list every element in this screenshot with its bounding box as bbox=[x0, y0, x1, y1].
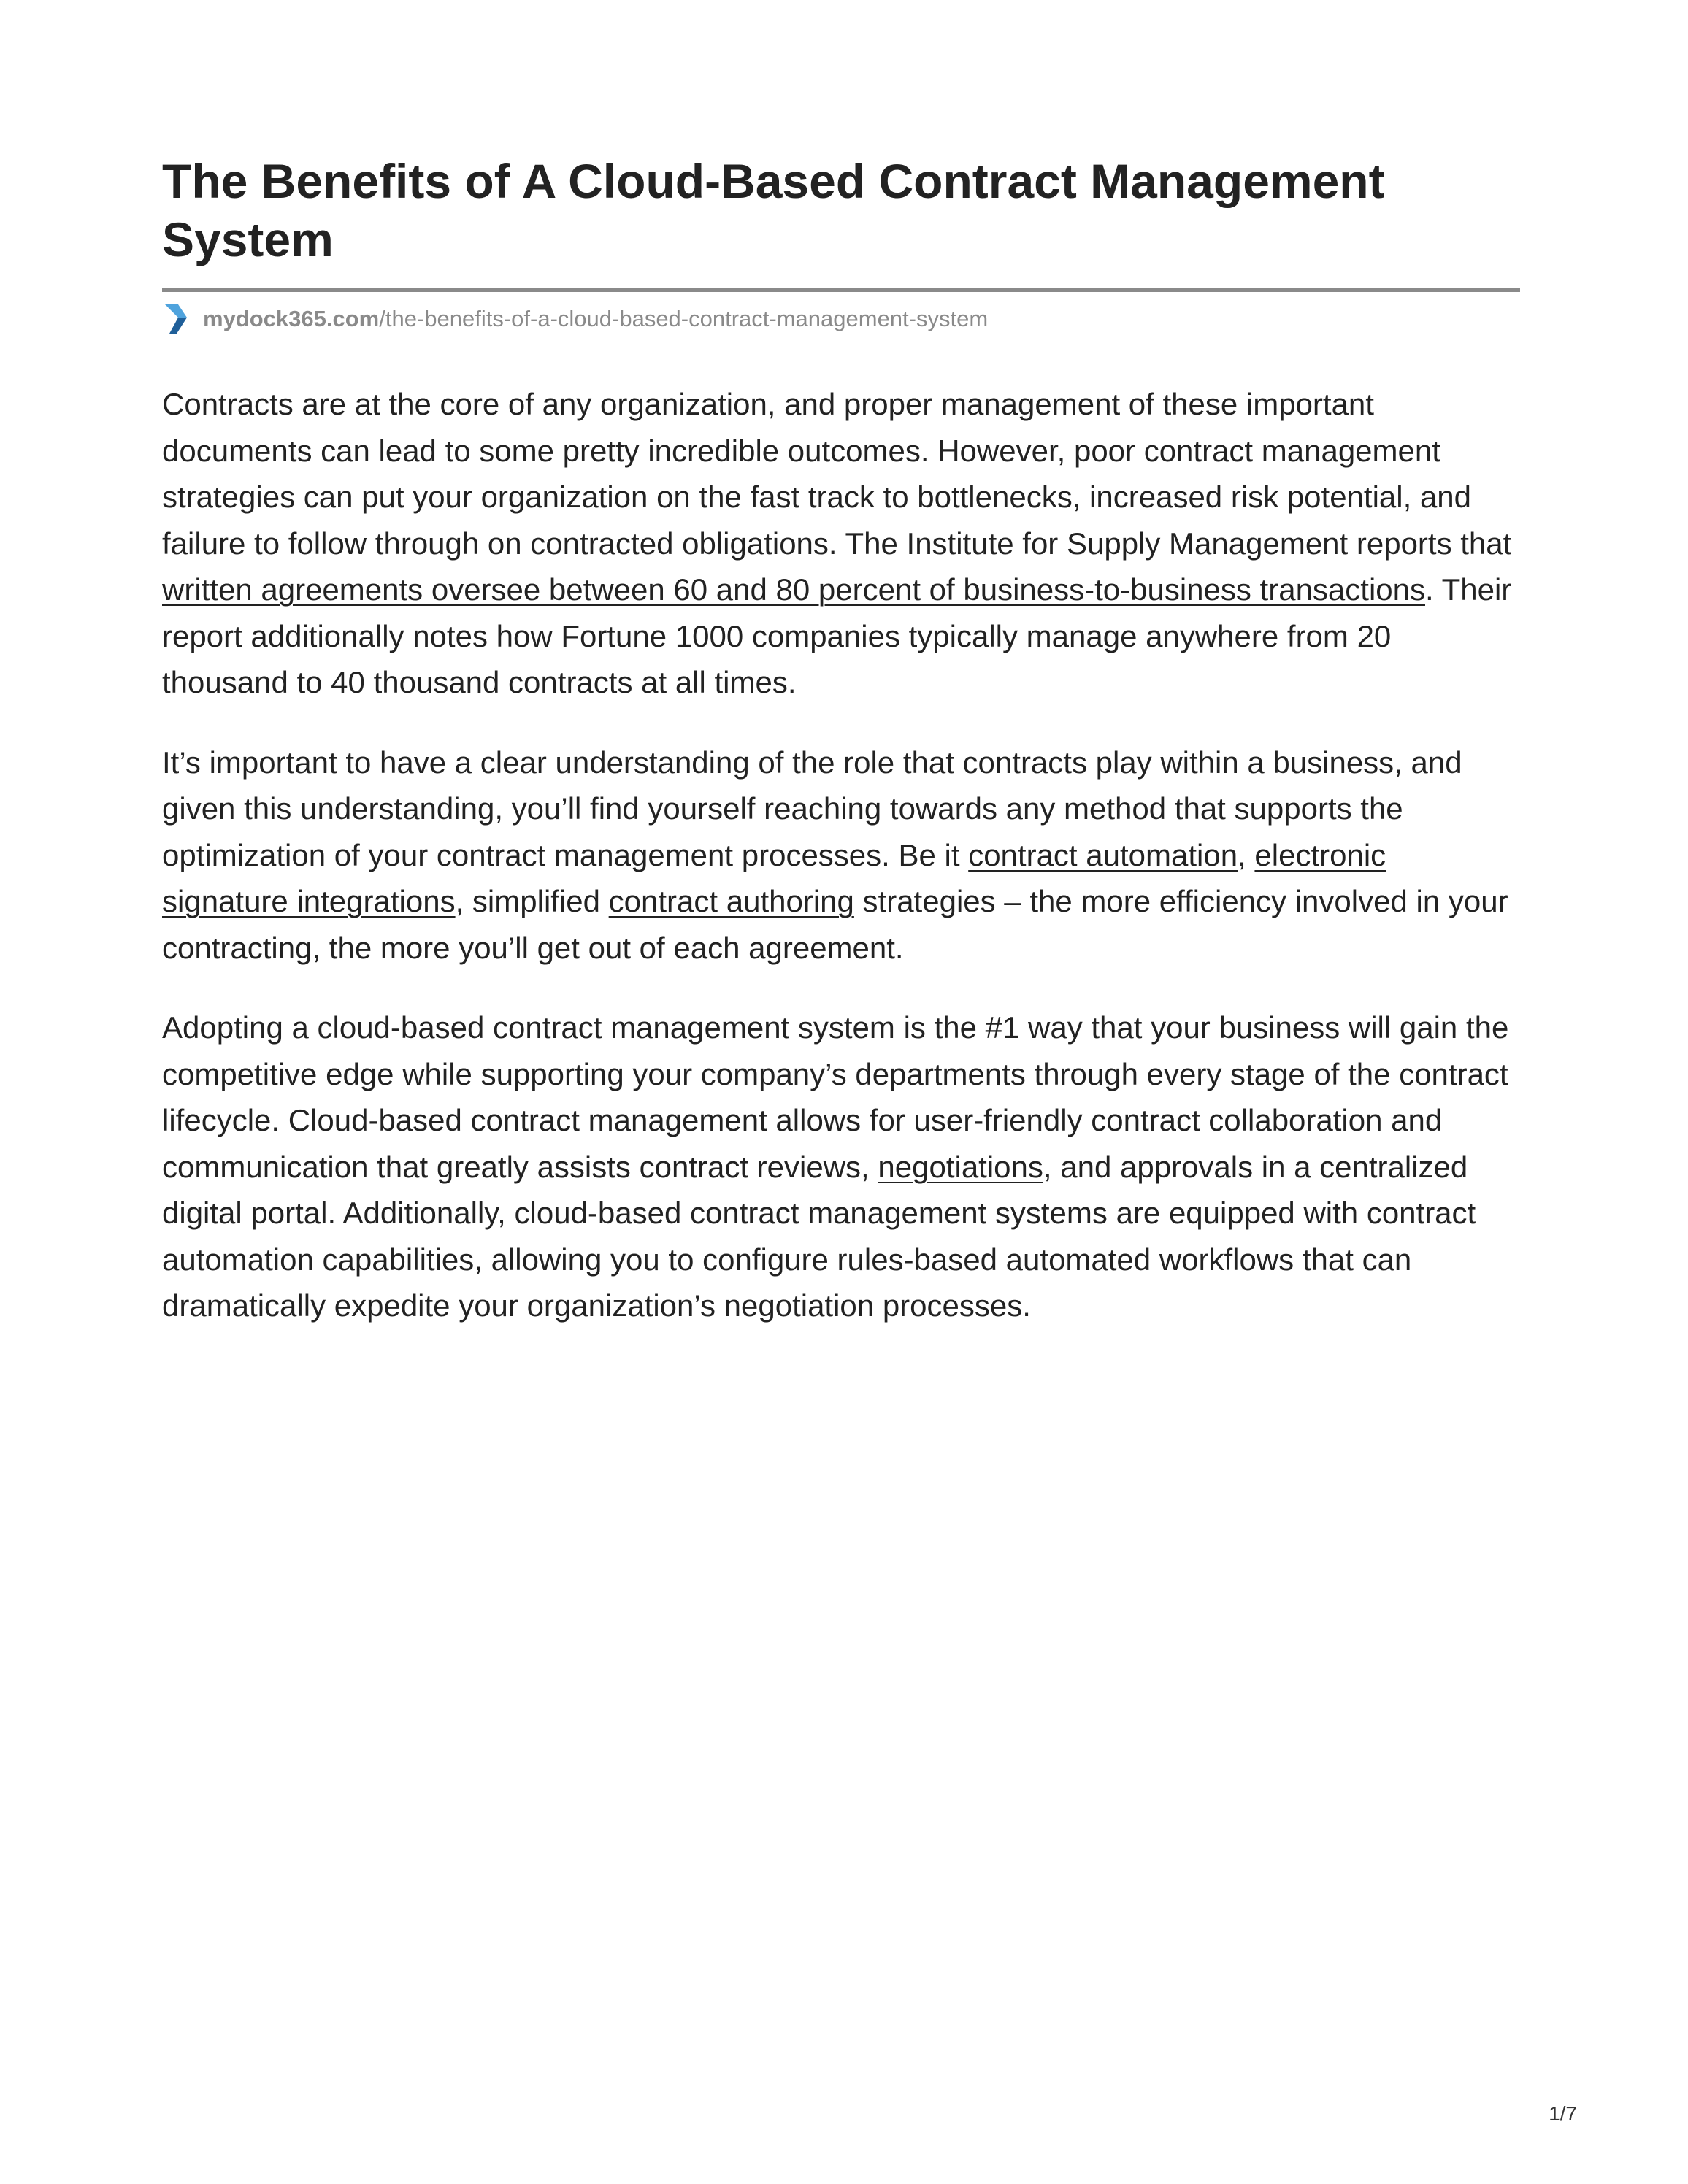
paragraph-2-text-2: , bbox=[1238, 837, 1255, 872]
paragraph-2-text-1: It’s important to have a clear understanding of the role that contracts play within a business, and given this understanding, you’ll find yourself reaching towards any method that supports the optimization of your contract management processes. Be it bbox=[162, 745, 1462, 872]
link-contract-authoring[interactable]: contract authoring bbox=[608, 884, 854, 918]
paragraph-2 bbox=[162, 739, 1520, 972]
article-body bbox=[162, 381, 1520, 1329]
link-contract-automation[interactable]: contract automation bbox=[968, 837, 1238, 872]
paragraph-3-text-1: Adopting a cloud-based contract management system is the #1 way that your business will gain the competitive edge while supporting your company’s departments through every stage of the contract lifecycle. Cloud-based contract management allows for user-friendly contract collaboration and communication that greatly assists contract reviews, bbox=[162, 1010, 1509, 1184]
paragraph-2-text-4: strategies – the more efficiency involved in your contracting, the more you’ll get out of each agreement. bbox=[162, 884, 1508, 965]
paragraph-2-text-3: , simplified bbox=[455, 884, 609, 918]
paragraph-1-text-1: Contracts are at the core of any organization, and proper management of these important documents can lead to some pretty incredible outcomes. However, poor contract management strategies can put your organization on the fast track to bottlenecks, increased risk potential, and failure to follow through on contracted obligations. The Institute for Supply Management reports that bbox=[162, 387, 1512, 561]
paragraph-1-text-2: . Their report additionally notes how Fortune 1000 companies typically manage anywhere from 20 thousand to 40 thousand contracts at all times. bbox=[162, 572, 1512, 699]
source-domain: mydock365.com bbox=[203, 306, 380, 331]
mydock365-logo-icon bbox=[162, 303, 191, 335]
source-path: /the-benefits-of-a-cloud-based-contract-management-system bbox=[379, 306, 989, 331]
paragraph-3 bbox=[162, 1004, 1520, 1329]
page-number: 1/7 bbox=[1549, 2102, 1577, 2125]
source-line bbox=[162, 302, 1520, 336]
link-negotiations[interactable]: negotiations bbox=[878, 1149, 1043, 1184]
link-electronic-signature-integrations[interactable]: electronic signature integrations bbox=[162, 837, 1386, 918]
article bbox=[162, 152, 1520, 1363]
paragraph-3-text-2: , and approvals in a centralized digital portal. Additionally, cloud-based contract management systems are equipped with contract automation capabilities, allowing you to configure rules-based automated workflows that can dramatically expedite your organization’s negotiation processes. bbox=[162, 1149, 1476, 1323]
title-divider bbox=[162, 288, 1520, 292]
page-title: The Benefits of A Cloud-Based Contract Management System bbox=[162, 154, 1385, 266]
link-written-agreements[interactable]: written agreements oversee between 60 and 80 percent of business-to-business transactions bbox=[162, 572, 1425, 607]
paragraph-1 bbox=[162, 381, 1520, 706]
